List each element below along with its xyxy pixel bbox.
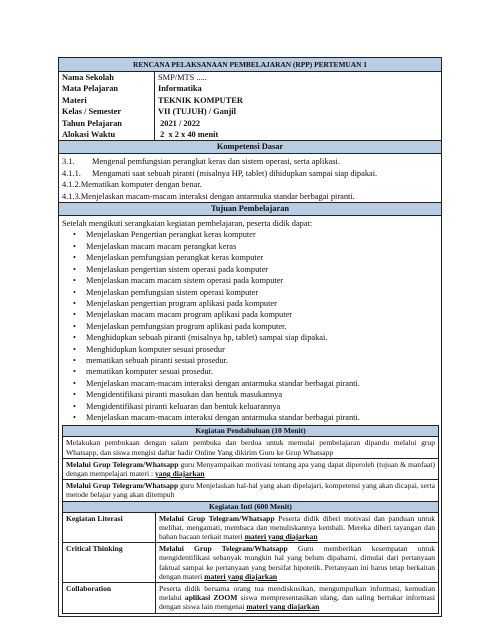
tujuan-item: • mematikan komputer sesuai prosedur. — [86, 366, 438, 377]
tujuan-item: • Menjelaskan macam-macam interaksi dengan antarmuka standar berbagai piranti. — [86, 378, 438, 389]
identity-value: 2 x 2 x 40 menit — [158, 130, 219, 140]
kompetensi-text: 4.1.2.Mematikan komputer dengan benar. — [62, 180, 202, 190]
inti-row-label: Kegiatan Literasi — [63, 513, 156, 543]
paragraph-text: Peserta didik diberi motivasi dan panduan untuk melihat, mengamati, membaca dan menuliskannya kembali. Mereka diberi tayangan dan bahan bacaan terkait materi — [159, 513, 436, 541]
identity-key: Tahun Pelajaran — [59, 118, 155, 129]
identity-value: 2021 / 2022 — [158, 118, 201, 128]
tujuan-heading: Tujuan Pembelajaran — [59, 203, 441, 216]
emphasis-text: Melalui Grup Telegram/Whatsapp — [159, 513, 275, 523]
tujuan-item: • mematikan sebuah piranti sesuai prosedur. — [86, 355, 438, 366]
inti-row-content — [156, 513, 438, 543]
kompetensi-item — [62, 191, 438, 202]
paragraph-text: Peserta didik bersama orang tua mendiskusikan, mengumpulkan informasi, kemudian melalui — [159, 584, 435, 603]
identity-value: TEKNIK KOMPUTER — [158, 95, 243, 105]
paragraph-text: Guru memberikan kesempatan untuk mengidentifikasi sebanyak mungkin hal yang belum dipahami, dimulai dari pertanyaan faktual sampai ke pertanyaan yang bersifat hipotetik. Pertanyaan ini harus tetap berkaitan dengan materi — [159, 544, 436, 581]
tujuan-item: • Menjelaskan macam macam program aplikasi pada komputer — [86, 309, 438, 320]
tujuan-item: • Mengidentifikasi piranti masukan dan bentuk masukannya — [86, 389, 438, 400]
tujuan-item: • Menjelaskan macam-macam interaksi dengan antarmuka standar berbagai piranti. — [86, 412, 438, 423]
identity-value: VII (TUJUH) / Ganjil — [158, 107, 236, 117]
identity-table — [59, 72, 441, 141]
kompetensi-heading: Kompetensi Dasar — [59, 141, 441, 154]
emphasis-text: Melalui Grup Telegram/Whatsapp — [66, 459, 179, 469]
tujuan-intro: Setelah mengikuti serangkaian kegiatan pembelajaran, peserta didik dapat: — [62, 219, 313, 229]
kompetensi-text: Mengenal pemfungsian perangkat keras dan sistem operasi, serta aplikasi. — [92, 157, 340, 167]
tujuan-item: • Menjelaskan pengertian sistem operasi pada komputer — [86, 264, 438, 275]
kompetensi-number: 4.1.1. — [62, 168, 81, 178]
rpp-document — [58, 57, 442, 617]
tujuan-list — [62, 229, 438, 423]
tujuan-item: • Menjelaskan Pengertian perangkat keras komputer — [86, 229, 438, 240]
tujuan-section — [59, 216, 441, 425]
underlined-text: materi yang diajarkan — [246, 602, 320, 612]
underlined-text: materi yang diajarkan — [244, 532, 318, 541]
tujuan-item: • Menjelaskan pemfungsian program aplikasi pada komputer. — [86, 321, 438, 332]
inti-row — [63, 513, 438, 544]
pendahuluan-heading: Kegiatan Pendahuluan (10 Menit) — [63, 426, 438, 437]
tujuan-item: • Menjelaskan pengertian program aplikasi pada komputer — [86, 298, 438, 309]
emphasis-text: Melalui Grup Telegram/Whatsapp — [66, 481, 179, 491]
identity-key: Materi — [59, 95, 155, 106]
tujuan-item: • Menjelaskan macam macam perangkat keras — [86, 241, 438, 252]
tujuan-item: • Menjelaskan pemfungsian sistem operasi komputer — [86, 287, 438, 298]
paragraph-text: siswa mempresentasikan ulang, dan saling bertukar informasi dengan siswa lain mengenai — [159, 593, 435, 612]
paragraph-text: guru Menyampaikan motivasi tentang apa yang dapat diperoleh (tujuan & manfaat) dengan mempelajari materi : — [66, 459, 435, 478]
identity-key: Kelas / Semester — [59, 106, 155, 117]
inti-row-label: Collaboration — [63, 583, 156, 613]
inti-heading: Kegiatan Inti (600 Menit) — [63, 502, 438, 513]
document-title: RENCANA PELAKSANAAN PEMBELAJARAN (RPP) PERTEMUAN 1 — [59, 58, 441, 72]
tujuan-item: • Menjelaskan pemfungsian perangkat keras komputer — [86, 252, 438, 263]
tujuan-item: • Menjelaskan macam macam sistem operasi pada komputer — [86, 275, 438, 286]
pendahuluan-paragraph — [63, 480, 438, 501]
kompetensi-item — [62, 168, 438, 179]
kompetensi-number: 3.1. — [62, 157, 75, 167]
inti-row-label: Critical Thinking — [63, 543, 156, 582]
inti-row — [63, 583, 438, 613]
tujuan-item: • Menghidupkan komputer sesuai prosedur — [86, 344, 438, 355]
underlined-text: yang diajarkan — [154, 468, 205, 478]
tujuan-item: • Mengidentifikasi piranti keluaran dan bentuk keluarannya — [86, 401, 438, 412]
emphasis-text: Melalui Grup Telegram/Whatsapp — [159, 544, 288, 554]
kompetensi-list — [59, 154, 441, 203]
inti-row-content — [156, 543, 438, 582]
emphasis-text: aplikasi ZOOM — [184, 593, 238, 603]
kompetensi-text: 4.1.3.Menjelaskan macam-macam interaksi dengan antarmuka standar berbagai piranti. — [62, 191, 355, 201]
identity-key: Nama Sekolah — [59, 72, 155, 83]
activities-table — [62, 425, 439, 613]
identity-value: Informatika — [158, 84, 202, 94]
identity-key: Mata Pelajaran — [59, 83, 155, 94]
underlined-text: materi yang diajarkan — [204, 571, 278, 581]
pendahuluan-paragraph: Melakukan pembukaan dengan salam pembuka dan berdoa untuk memulai pembelajaran dipandu melalui grup Whatsapp, dan siswa mengisi daftar hadir Online Yang dikirim Guru ke Grup Whatsapp — [63, 437, 438, 458]
kompetensi-item — [62, 179, 438, 190]
identity-key: Alokasi Waktu — [59, 129, 155, 140]
inti-row-content — [156, 583, 438, 613]
kompetensi-item — [62, 156, 438, 167]
tujuan-item: • Menghidupkan sebuah piranti (misalnya hp, tablet) sampai siap dipakai. — [86, 332, 438, 343]
kompetensi-text: Mengamati saat sebuah piranti (misalnya HP, tablet) dihidupkan sampai siap dipakai. — [92, 168, 378, 178]
pendahuluan-paragraph — [63, 459, 438, 480]
paragraph-text: guru Menjelaskan hal-hal yang akan dipelajari, kompetensi yang akan dicapai, serta metode belajar yang akan ditempuh — [66, 481, 435, 500]
identity-value: SMP/MTS ..... — [158, 73, 207, 82]
inti-row — [63, 543, 438, 583]
